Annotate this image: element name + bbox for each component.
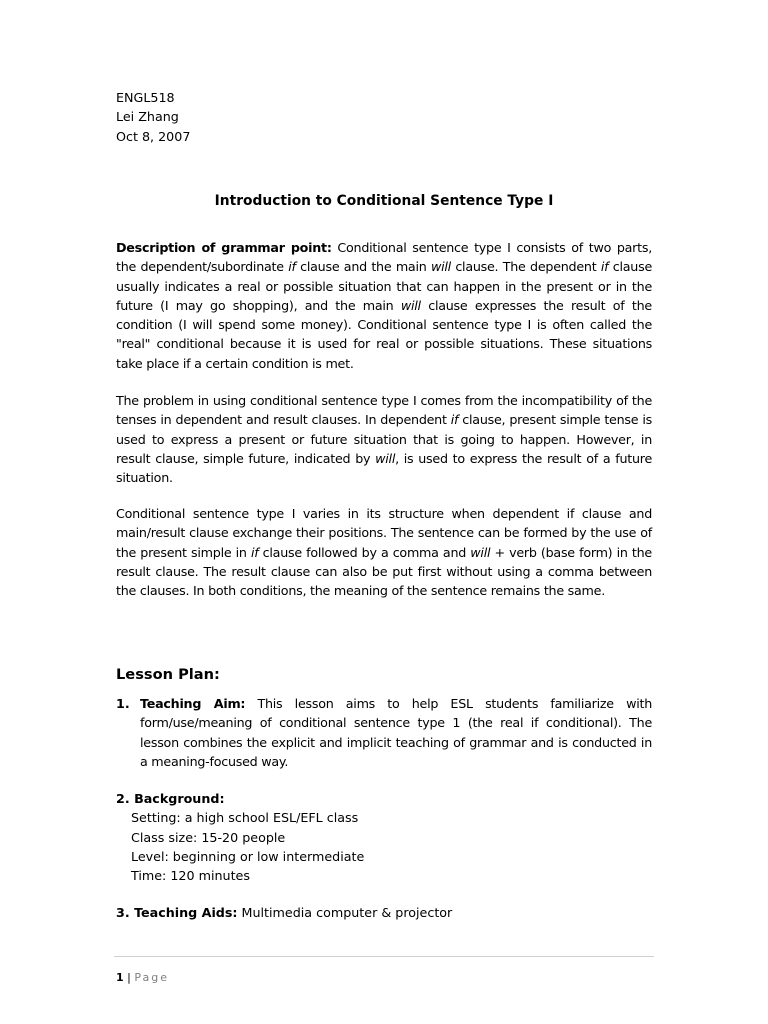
background-item xyxy=(116,789,652,885)
description-italic-3: if xyxy=(600,259,609,275)
background-heading: 2. Background: xyxy=(116,791,225,806)
teaching-aim-item xyxy=(116,694,652,771)
document-date: Oct 8, 2007 xyxy=(116,128,191,144)
description-label: Description of grammar point: xyxy=(116,240,332,255)
problem-italic-2: will xyxy=(375,450,396,466)
lesson-plan-heading: Lesson Plan: xyxy=(116,666,220,683)
problem-text-2: clause, present simple tense is used to express a present or future situation that is going to happen. However, in result clause, simple future, indicated by xyxy=(116,412,652,466)
background-class-size: Class size: 15-20 people xyxy=(131,829,286,845)
problem-text-1: The problem in using conditional sentence type I comes from the incompatibility of the tenses in dependent and result clauses. In dependent xyxy=(116,393,652,428)
teaching-aim-number: 1. xyxy=(116,696,130,711)
document-title: Introduction to Conditional Sentence Type I xyxy=(214,193,554,209)
structure-paragraph xyxy=(116,504,652,600)
description-text-1: Conditional sentence type I consists of two parts, the dependent/subordinate xyxy=(116,240,652,275)
page-number: 1 xyxy=(116,971,124,984)
description-text-5: clause expresses the result of the condition (I will spend some money). Conditional sentence type I is often called the "real" conditional because it is used for real or possible situations. These situations take place if a certain condition is met. xyxy=(116,297,652,371)
course-code: ENGL518 xyxy=(116,90,175,105)
problem-italic-1: if xyxy=(450,412,459,428)
description-paragraph xyxy=(116,238,652,373)
description-italic-1: if xyxy=(288,259,296,275)
problem-text-3: , is used to express the result of a future situation. xyxy=(116,450,652,486)
page-label: Page xyxy=(134,971,169,984)
teaching-aim-label: Teaching Aim: xyxy=(140,696,246,711)
structure-italic-1: if xyxy=(250,544,259,560)
structure-text-2: clause followed by a comma and xyxy=(258,544,471,560)
problem-paragraph xyxy=(116,391,652,487)
author-name: Lei Zhang xyxy=(116,109,179,125)
structure-italic-2: will xyxy=(470,544,491,560)
background-time: Time: 120 minutes xyxy=(131,868,250,884)
teaching-aids-label: 3. Teaching Aids: xyxy=(116,905,238,920)
background-level: Level: beginning or low intermediate xyxy=(131,848,365,864)
teaching-aim-text: This lesson aims to help ESL students familiarize with form/use/meaning of conditional sentence type 1 (the real if conditional). The lesson combines the explicit and implicit teaching of grammar and is conducted in a meaning-focused way. xyxy=(140,696,652,769)
description-text-3: clause. The dependent xyxy=(450,259,601,275)
teaching-aim-body xyxy=(140,694,652,771)
page-footer xyxy=(116,969,169,987)
description-text-4: clause usually indicates a real or possible situation that can happen in the present or in the future (I may go shopping), and the main xyxy=(116,259,652,313)
description-italic-2: will xyxy=(430,259,451,275)
teaching-aids-text: Multimedia computer & projector xyxy=(237,905,453,920)
teaching-aids-item xyxy=(116,903,652,922)
page-separator: | xyxy=(123,971,135,984)
document-header xyxy=(116,88,190,146)
structure-text-3: + verb (base form) in the result clause. The result clause can also be put first without using a comma between the clauses. In both conditions, the meaning of the sentence remains the same. xyxy=(116,544,652,599)
structure-text-1: Conditional sentence type I varies in its structure when dependent if clause and main/result clause exchange their positions. The sentence can be formed by the use of the present simple in xyxy=(116,506,652,560)
background-setting: Setting: a high school ESL/EFL class xyxy=(131,810,359,826)
footer-divider xyxy=(114,956,654,957)
description-text-2: clause and the main xyxy=(295,259,431,275)
description-italic-4: will xyxy=(400,297,421,313)
